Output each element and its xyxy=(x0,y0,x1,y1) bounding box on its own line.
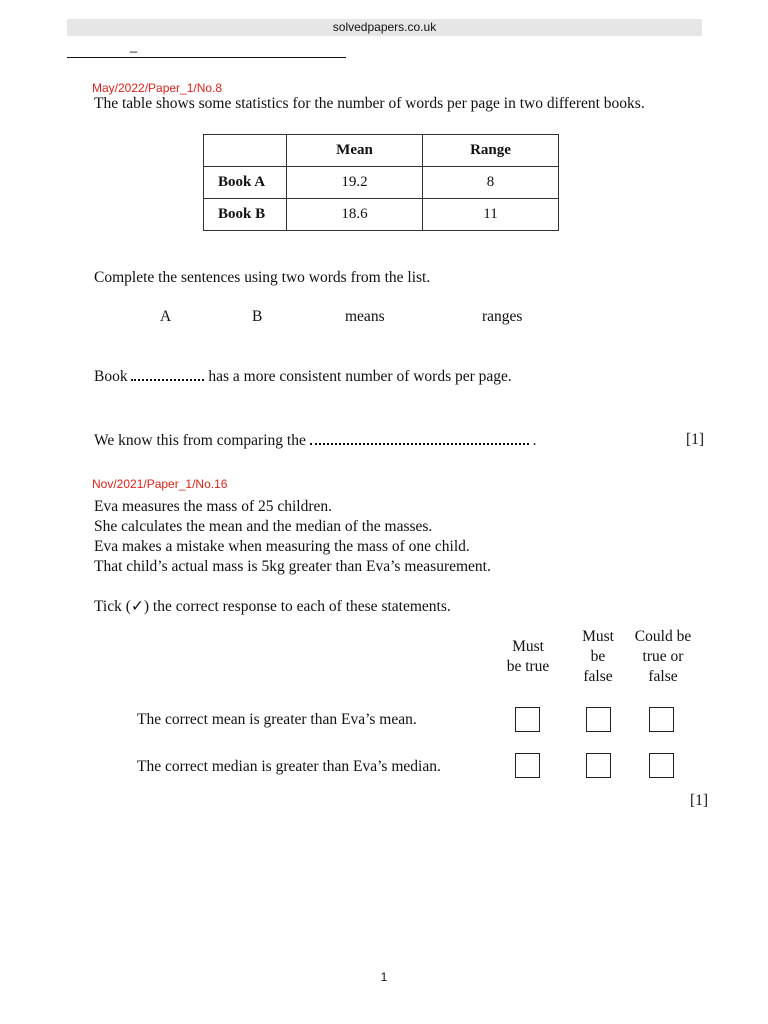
mean-cell: 18.6 xyxy=(287,199,423,231)
column-header-could-be-true-or-false xyxy=(628,627,698,687)
q2-marks: [1] xyxy=(690,792,709,809)
column-header-line: Could be xyxy=(634,628,692,645)
range-cell: 11 xyxy=(423,199,559,231)
answer-blank-book[interactable] xyxy=(131,366,204,381)
mean-cell: 19.2 xyxy=(287,167,423,199)
header-dash: _ xyxy=(130,38,138,53)
q2-instruction: Tick (✓) the correct response to each of these statements. xyxy=(94,598,451,615)
word-option: B xyxy=(252,308,263,325)
sentence-one xyxy=(94,366,512,387)
column-header-must-be-true xyxy=(498,637,558,677)
table-header-row xyxy=(204,135,559,167)
sentence-two-end: . xyxy=(532,432,537,449)
column-header-line: true or xyxy=(642,648,684,665)
statement-median: The correct median is greater than Eva’s median. xyxy=(137,758,441,775)
q2-line: That child’s actual mass is 5kg greater than Eva’s measurement. xyxy=(94,558,491,575)
column-header-line: Must xyxy=(512,638,544,655)
tick-box-median-could-be-either[interactable] xyxy=(649,753,674,778)
mean-column-header: Mean xyxy=(287,135,423,167)
row-label: Book A xyxy=(204,167,287,199)
table-corner-cell xyxy=(204,135,287,167)
sentence-one-start: Book xyxy=(94,368,128,385)
q1-reference: May/2022/Paper_1/No.8 xyxy=(92,81,223,95)
word-option: means xyxy=(345,308,385,325)
tick-box-median-must-be-true[interactable] xyxy=(515,753,540,778)
column-header-line: be true xyxy=(506,658,550,675)
q1-intro: The table shows some statistics for the number of words per page in two different books. xyxy=(94,95,645,112)
range-column-header: Range xyxy=(423,135,559,167)
column-header-line: be xyxy=(590,648,606,665)
table-row xyxy=(204,167,559,199)
q2-line: Eva makes a mistake when measuring the mass of one child. xyxy=(94,538,470,555)
q2-line: Eva measures the mass of 25 children. xyxy=(94,498,333,515)
sentence-one-end: has a more consistent number of words per page. xyxy=(208,368,512,385)
column-header-line: false xyxy=(648,668,678,685)
q2-reference: Nov/2021/Paper_1/No.16 xyxy=(92,477,228,491)
word-option: A xyxy=(160,308,172,325)
header-rule xyxy=(67,57,346,58)
q1-instruction: Complete the sentences using two words from the list. xyxy=(94,269,431,286)
tick-box-mean-must-be-true[interactable] xyxy=(515,707,540,732)
statement-mean: The correct mean is greater than Eva’s mean. xyxy=(137,711,417,728)
table-row xyxy=(204,199,559,231)
site-name: solvedpapers.co.uk xyxy=(332,20,437,34)
column-header-line: Must xyxy=(582,628,614,645)
q2-line: She calculates the mean and the median of the masses. xyxy=(94,518,433,535)
tick-box-mean-must-be-false[interactable] xyxy=(586,707,611,732)
range-cell: 8 xyxy=(423,167,559,199)
answer-blank-comparison[interactable] xyxy=(310,430,529,445)
page-number: 1 xyxy=(380,970,388,984)
word-option: ranges xyxy=(482,308,523,325)
q1-marks: [1] xyxy=(686,431,705,448)
tick-box-median-must-be-false[interactable] xyxy=(586,753,611,778)
site-header xyxy=(67,19,702,36)
column-header-must-be-false xyxy=(570,627,626,687)
statistics-table xyxy=(203,134,559,231)
tick-box-mean-could-be-either[interactable] xyxy=(649,707,674,732)
sentence-two-start: We know this from comparing the xyxy=(94,432,306,449)
column-header-line: false xyxy=(583,668,613,685)
row-label: Book B xyxy=(204,199,287,231)
sentence-two xyxy=(94,430,536,451)
